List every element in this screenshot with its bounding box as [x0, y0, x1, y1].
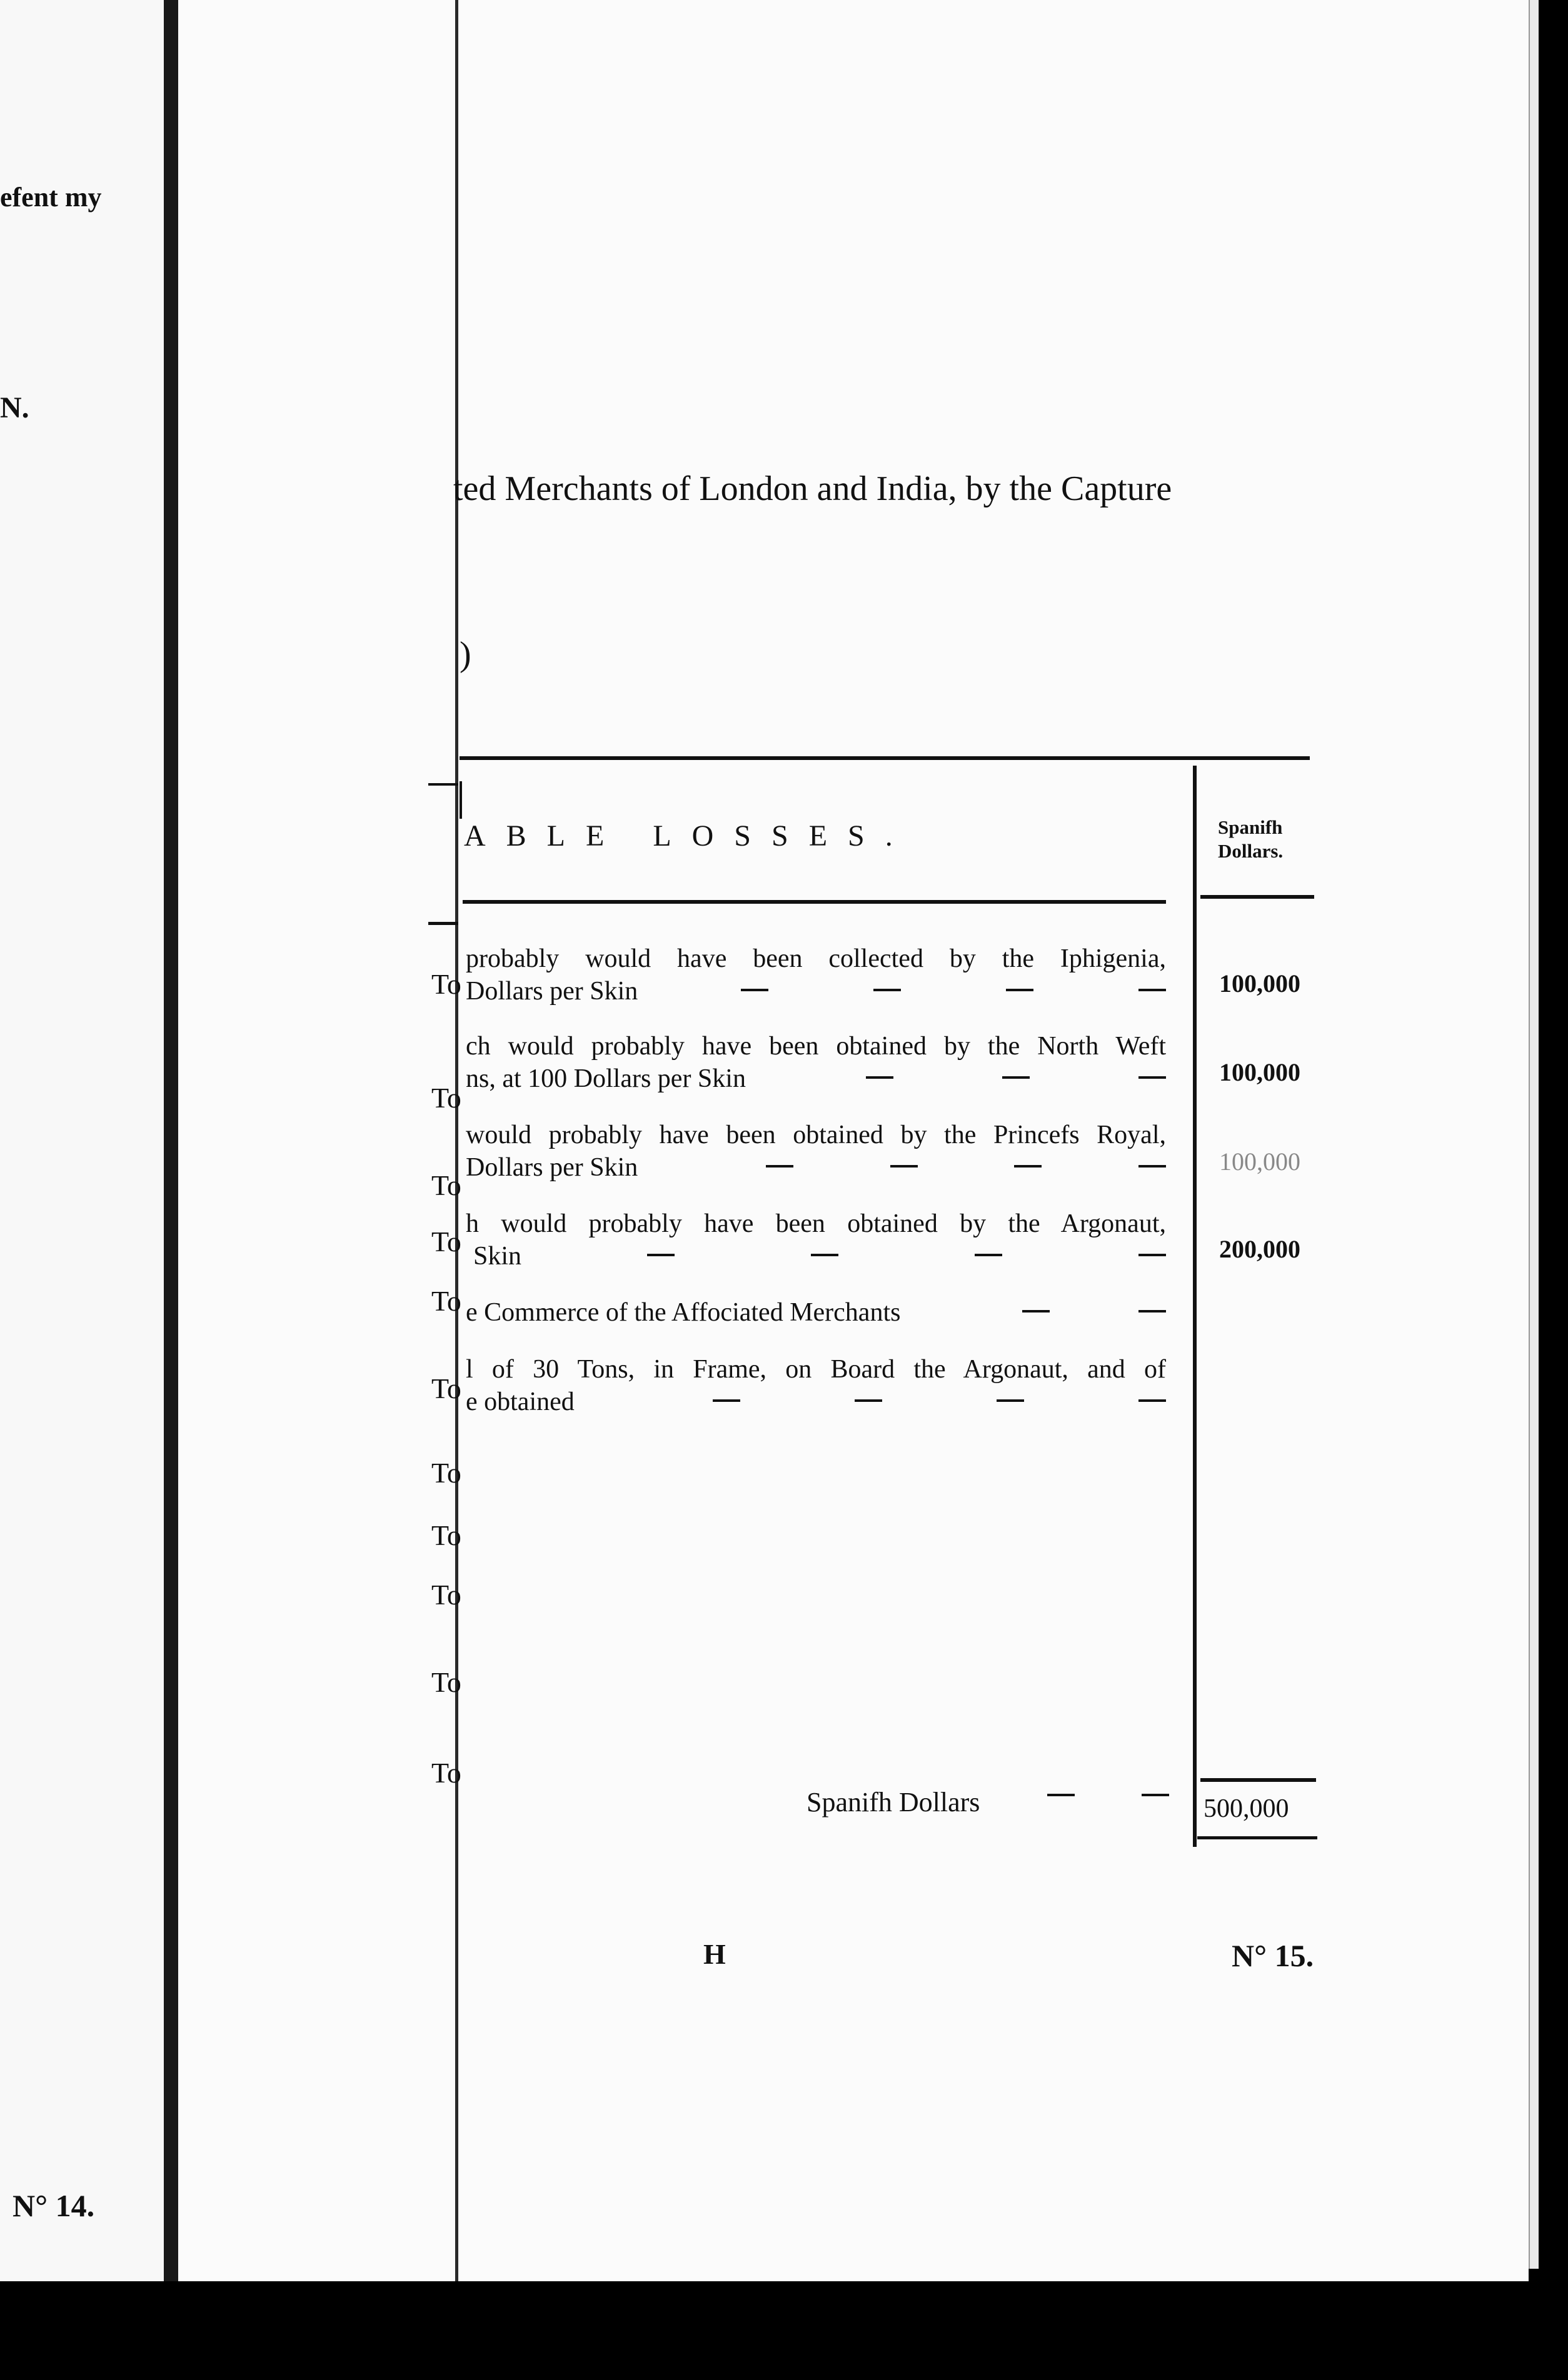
row-prefix: To: [431, 1666, 461, 1698]
row-text: would probably have been obtained by the Princefs Royal,: [466, 1121, 1166, 1149]
column-header: [1218, 816, 1283, 863]
rule-fragment: [428, 922, 458, 925]
page-edge: [1529, 0, 1539, 2269]
page-subheading: ): [460, 635, 471, 674]
row-text: e Commerce of the Affociated Merchants: [466, 1298, 901, 1327]
leader-dashes: [866, 1062, 1166, 1095]
row-prefix: To: [431, 1169, 461, 1201]
table-section-header: ABLE LOSSES.: [464, 819, 913, 852]
header-rule: [463, 900, 1166, 904]
leader-dashes: [1047, 1794, 1169, 1796]
column-divider: [1193, 766, 1197, 1847]
page-heading: ted Merchants of London and India, by the Capture: [453, 469, 1172, 508]
row-text: Dollars per Skin: [466, 977, 638, 1006]
left-page: [0, 0, 164, 2281]
table-row: [466, 942, 1166, 1008]
page-divider: [455, 0, 458, 2281]
row-text: ns, at 100 Dollars per Skin: [466, 1064, 746, 1093]
row-prefix: To: [431, 1757, 461, 1789]
table-row: [466, 1296, 1166, 1329]
table-row: [466, 1208, 1166, 1272]
signature-mark: H: [703, 1938, 726, 1970]
row-prefix: To: [431, 1579, 461, 1611]
row-prefix: To: [431, 1226, 461, 1258]
row-amount: 100,000: [1219, 969, 1300, 998]
column-header-line: Spanifh: [1218, 816, 1283, 838]
row-prefix: To: [431, 1519, 461, 1551]
column-header-line: Dollars.: [1218, 840, 1284, 862]
row-amount: 100,000: [1219, 1148, 1300, 1176]
rule-fragment: [460, 781, 462, 819]
rule-fragment: [428, 783, 458, 786]
table-row: [466, 1119, 1166, 1184]
table-row: [466, 1030, 1166, 1095]
row-prefix: To: [431, 1285, 461, 1317]
total-label: Spanifh Dollars: [807, 1787, 980, 1818]
row-prefix: To: [431, 1082, 461, 1114]
leader-dashes: [766, 1151, 1166, 1184]
table-top-rule: [460, 756, 1310, 760]
left-page-fragment: efent my: [0, 182, 102, 212]
row-text: Skin: [473, 1242, 522, 1271]
row-text: h would probably have been obtained by the Argonaut,: [466, 1209, 1166, 1238]
row-text: l of 30 Tons, in Frame, on Board the Argonaut, and of: [466, 1355, 1166, 1384]
row-text: Dollars per Skin: [466, 1153, 638, 1182]
row-prefix: To: [431, 1372, 461, 1404]
left-page-fragment: N.: [0, 391, 29, 424]
row-amount: 100,000: [1219, 1058, 1300, 1086]
table-row: [466, 1353, 1166, 1418]
total-rule: [1197, 1836, 1317, 1839]
row-amount: 200,000: [1219, 1235, 1300, 1263]
page-fold: [164, 0, 178, 2281]
row-prefix: To: [431, 968, 461, 1000]
row-text: ch would probably have been obtained by the North Weft: [466, 1032, 1166, 1061]
row-prefix: To: [431, 1457, 461, 1489]
page-number: N° 15.: [1232, 1938, 1314, 1973]
left-page-number: N° 14.: [13, 2188, 95, 2223]
leader-dashes: [713, 1386, 1166, 1418]
leader-dashes: [647, 1240, 1166, 1272]
row-text: e obtained: [466, 1388, 575, 1416]
leader-dashes: [1022, 1296, 1166, 1329]
header-rule: [1200, 895, 1314, 899]
total-amount: 500,000: [1204, 1794, 1289, 1823]
total-rule: [1200, 1778, 1316, 1782]
leader-dashes: [741, 975, 1166, 1008]
row-text: probably would have been collected by the Iphigenia,: [466, 944, 1166, 973]
